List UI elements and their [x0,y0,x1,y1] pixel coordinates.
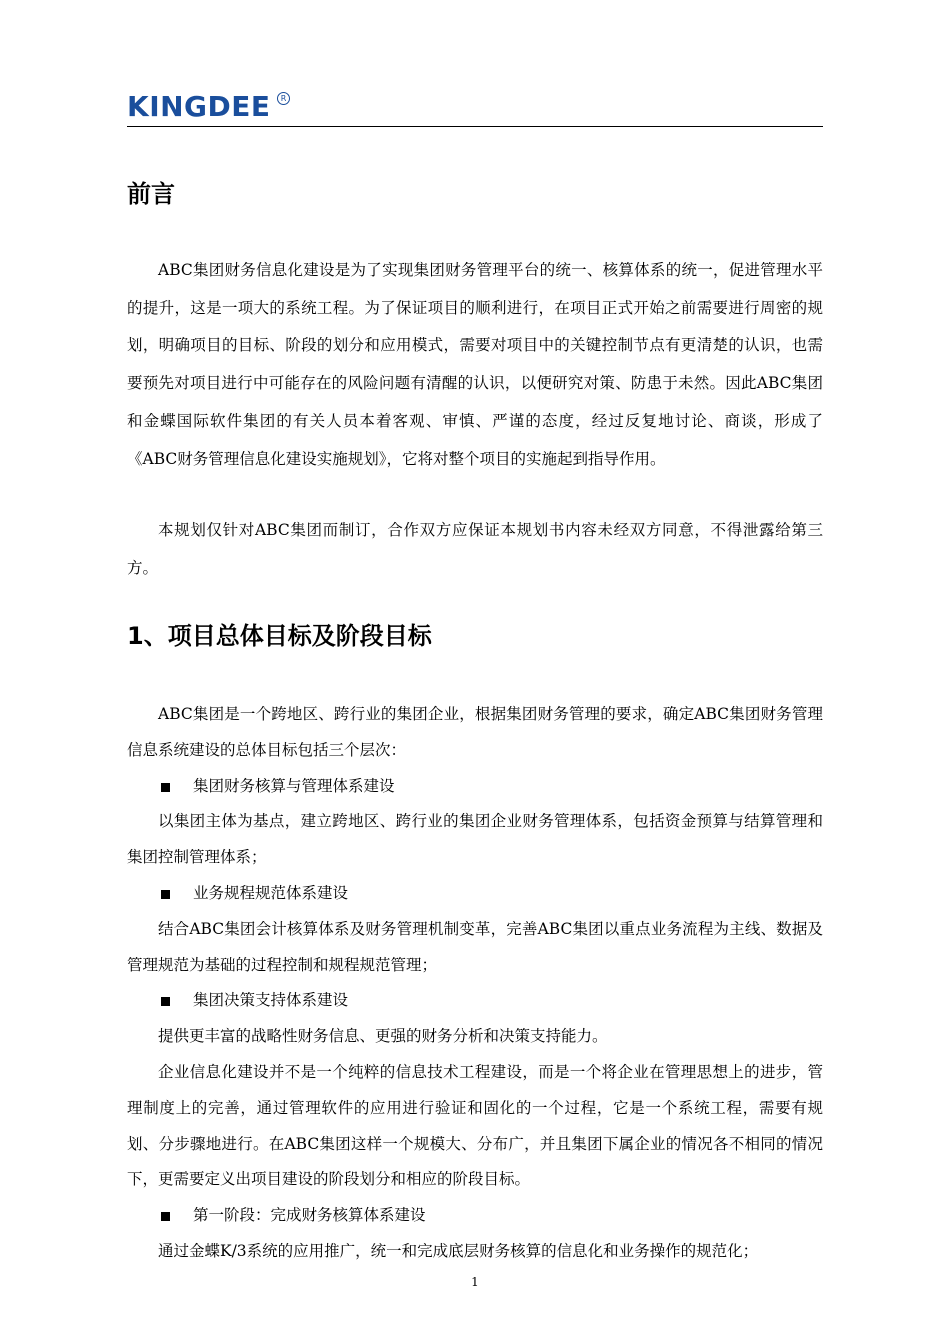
preface-paragraph-1: ABC集团财务信息化建设是为了实现集团财务管理平台的统一、核算体系的统一，促进管理水平的提升，这是一项大的系统工程。为了保证项目的顺利进行，在项目正式开始之前需要进行周密的规划，明确项目的目标、阶段的划分和应用模式，需要对项目中的关键控制节点有更清楚的认识，也需要预先对项目进行中可能存在的风险问题有清醒的认识，以便研究对策、防患于未然。因此ABC集团和金蝶国际软件集团的有关人员本着客观、审慎、严谨的态度，经过反复地讨论、商谈，形成了《ABC财务管理信息化建设实施规划》，它将对整个项目的实施起到指导作用。 [127,261,823,468]
preface-paragraph-2: 本规划仅针对ABC集团而制订，合作双方应保证本规划书内容未经双方同意，不得泄露给第三方。 [127,521,823,577]
bullet-description: 通过金蝶K/3系统的应用推广，统一和完成底层财务核算的信息化和业务操作的规范化； [158,1241,759,1260]
page-number: 1 [471,1275,479,1289]
bullet-text: 业务规程规范体系建设 [193,883,349,902]
section-1-body [127,697,823,1270]
preface-heading: 前言 [127,180,175,208]
bullet-description: 结合ABC集团会计核算体系及财务管理机制变革，完善ABC集团以重点业务流程为主线、数据及管理规范为基础的过程控制和规程规范管理； [127,919,823,974]
section-1-heading: 1、项目总体目标及阶段目标 [127,622,432,650]
bullet-text: 集团决策支持体系建设 [193,991,349,1010]
bullet-text: 集团财务核算与管理体系建设 [193,776,395,795]
registered-mark-icon: R [277,92,290,105]
header-rule [127,126,823,127]
bullet-item [127,1198,823,1234]
bullet-item [127,876,823,912]
bullet-text: 第一阶段：完成财务核算体系建设 [193,1206,426,1225]
section-1-intro: ABC集团是一个跨地区、跨行业的集团企业，根据集团财务管理的要求，确定ABC集团财务管理信息系统建设的总体目标包括三个层次： [127,705,823,759]
page-header [127,88,823,128]
square-bullet-icon [161,1212,170,1221]
bullet-item [127,769,823,805]
section-1-paragraph: 企业信息化建设并不是一个纯粹的信息技术工程建设，而是一个将企业在管理思想上的进步，管理制度上的完善，通过管理软件的应用进行验证和固化的一个过程，它是一个系统工程，需要有规划、分步骤地进行。在ABC集团这样一个规模大、分布广，并且集团下属企业的情况各不相同的情况下，更需要定义出项目建设的阶段划分和相应的阶段目标。 [127,1062,823,1189]
bullet-item [127,983,823,1019]
bullet-description: 提供更丰富的战略性财务信息、更强的财务分析和决策支持能力。 [158,1027,608,1046]
square-bullet-icon [161,997,170,1006]
square-bullet-icon [161,783,170,792]
bullet-description: 以集团主体为基点，建立跨地区、跨行业的集团企业财务管理体系，包括资金预算与结算管理和集团控制管理体系； [127,812,823,867]
square-bullet-icon [161,890,170,899]
kingdee-logo: KINGDEE [127,90,271,123]
